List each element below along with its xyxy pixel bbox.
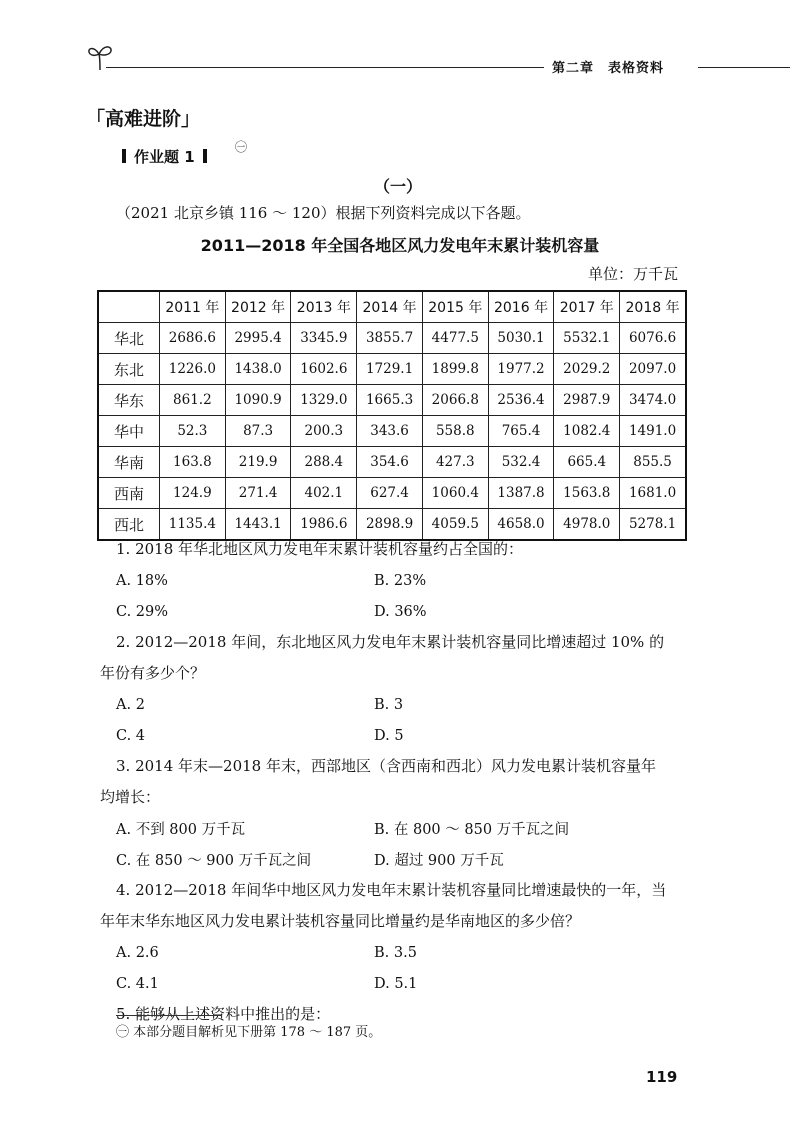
value-cell: 861.2 bbox=[160, 385, 226, 416]
value-cell: 2898.9 bbox=[357, 509, 423, 541]
answer-option[interactable]: B. 3 bbox=[374, 696, 404, 713]
value-cell: 1438.0 bbox=[225, 354, 291, 385]
value-cell: 4477.5 bbox=[422, 323, 488, 354]
value-cell: 1665.3 bbox=[357, 385, 423, 416]
question-text: 1. 2018 年华北地区风力发电年末累计装机容量约占全国的： bbox=[116, 540, 524, 558]
value-cell: 288.4 bbox=[291, 447, 357, 478]
region-cell: 西北 bbox=[98, 509, 160, 541]
column-header: 2018 年 bbox=[620, 291, 686, 323]
answer-option[interactable]: D. 36% bbox=[374, 603, 427, 620]
value-cell: 665.4 bbox=[554, 447, 620, 478]
table-row bbox=[98, 354, 686, 385]
question bbox=[100, 627, 696, 751]
value-cell: 1602.6 bbox=[291, 354, 357, 385]
region-cell: 华中 bbox=[98, 416, 160, 447]
value-cell: 1060.4 bbox=[422, 478, 488, 509]
value-cell: 200.3 bbox=[291, 416, 357, 447]
answer-option[interactable]: A. 18% bbox=[116, 572, 168, 589]
value-cell: 5532.1 bbox=[554, 323, 620, 354]
value-cell: 3855.7 bbox=[357, 323, 423, 354]
answer-option[interactable]: B. 23% bbox=[374, 572, 427, 589]
value-cell: 6076.6 bbox=[620, 323, 686, 354]
region-cell: 西南 bbox=[98, 478, 160, 509]
footnote-divider bbox=[116, 1015, 222, 1016]
value-cell: 2029.2 bbox=[554, 354, 620, 385]
value-cell: 1681.0 bbox=[620, 478, 686, 509]
table-row bbox=[98, 447, 686, 478]
value-cell: 87.3 bbox=[225, 416, 291, 447]
value-cell: 1977.2 bbox=[488, 354, 554, 385]
bar-mark-icon bbox=[122, 149, 126, 163]
answer-option[interactable]: C. 4 bbox=[116, 727, 146, 744]
region-cell: 东北 bbox=[98, 354, 160, 385]
value-cell: 343.6 bbox=[357, 416, 423, 447]
question-text-cont: 均增长： bbox=[100, 788, 161, 806]
value-cell: 354.6 bbox=[357, 447, 423, 478]
chapter-title: 第二章 表格资料 bbox=[552, 61, 665, 76]
value-cell: 2066.8 bbox=[422, 385, 488, 416]
answer-option[interactable]: A. 2.6 bbox=[116, 944, 159, 961]
option-row bbox=[116, 720, 696, 751]
table-row bbox=[98, 478, 686, 509]
option-row bbox=[116, 689, 696, 720]
value-cell: 4658.0 bbox=[488, 509, 554, 541]
value-cell: 4059.5 bbox=[422, 509, 488, 541]
answer-option[interactable]: D. 超过 900 万千瓦 bbox=[374, 853, 504, 869]
answer-option[interactable]: C. 在 850 ～ 900 万千瓦之间 bbox=[116, 853, 312, 869]
value-cell: 1491.0 bbox=[620, 416, 686, 447]
value-cell: 1329.0 bbox=[291, 385, 357, 416]
column-header: 2015 年 bbox=[422, 291, 488, 323]
column-header: 2017 年 bbox=[554, 291, 620, 323]
value-cell: 2097.0 bbox=[620, 354, 686, 385]
region-cell: 华东 bbox=[98, 385, 160, 416]
page-number: 119 bbox=[646, 1068, 678, 1086]
value-cell: 532.4 bbox=[488, 447, 554, 478]
value-cell: 4978.0 bbox=[554, 509, 620, 541]
option-row bbox=[116, 565, 696, 596]
value-cell: 2995.4 bbox=[225, 323, 291, 354]
table-row bbox=[98, 416, 686, 447]
table-row bbox=[98, 385, 686, 416]
option-row bbox=[116, 968, 696, 999]
value-cell: 1986.6 bbox=[291, 509, 357, 541]
value-cell: 1729.1 bbox=[357, 354, 423, 385]
value-cell: 2686.6 bbox=[160, 323, 226, 354]
column-header: 2014 年 bbox=[357, 291, 423, 323]
value-cell: 1387.8 bbox=[488, 478, 554, 509]
value-cell: 402.1 bbox=[291, 478, 357, 509]
option-row bbox=[116, 813, 696, 844]
region-cell: 华南 bbox=[98, 447, 160, 478]
answer-option[interactable]: C. 4.1 bbox=[116, 975, 159, 992]
value-cell: 855.5 bbox=[620, 447, 686, 478]
value-cell: 2987.9 bbox=[554, 385, 620, 416]
bar-mark-icon bbox=[203, 149, 207, 163]
value-cell: 2536.4 bbox=[488, 385, 554, 416]
table-unit: 单位：万千瓦 bbox=[588, 265, 679, 283]
table-title: 2011—2018 年全国各地区风力发电年末累计装机容量 bbox=[200, 236, 600, 255]
answer-option[interactable]: A. 不到 800 万千瓦 bbox=[116, 822, 246, 838]
part-number: （一） bbox=[374, 177, 423, 196]
question-list bbox=[100, 534, 696, 1030]
value-cell: 3474.0 bbox=[620, 385, 686, 416]
value-cell: 271.4 bbox=[225, 478, 291, 509]
question-text: 5. 能够从上述资料中推出的是： bbox=[116, 1005, 331, 1023]
value-cell: 627.4 bbox=[357, 478, 423, 509]
table-row bbox=[98, 323, 686, 354]
value-cell: 558.8 bbox=[422, 416, 488, 447]
value-cell: 1082.4 bbox=[554, 416, 620, 447]
answer-option[interactable]: D. 5.1 bbox=[374, 975, 418, 992]
region-cell: 华北 bbox=[98, 323, 160, 354]
section-title: 「高难进阶」 bbox=[86, 108, 201, 130]
question-text-cont: 年份有多少个？ bbox=[100, 664, 206, 682]
value-cell: 163.8 bbox=[160, 447, 226, 478]
question-text: 4. 2012—2018 年间华中地区风力发电年末累计装机容量同比增速最快的一年，当 bbox=[116, 881, 667, 899]
question-text: 3. 2014 年末—2018 年末，西部地区（含西南和西北）风力发电累计装机容量年 bbox=[116, 757, 656, 775]
value-cell: 1899.8 bbox=[422, 354, 488, 385]
homework-label-text: 作业题 1 bbox=[134, 148, 195, 166]
value-cell: 1563.8 bbox=[554, 478, 620, 509]
answer-option[interactable]: A. 2 bbox=[116, 696, 145, 713]
option-row bbox=[116, 844, 696, 875]
question-text-cont: 年年末华东地区风力发电累计装机容量同比增量约是华南地区的多少倍？ bbox=[100, 912, 581, 930]
question bbox=[116, 534, 696, 627]
value-cell: 1226.0 bbox=[160, 354, 226, 385]
value-cell: 5030.1 bbox=[488, 323, 554, 354]
question-text: 2. 2012—2018 年间，东北地区风力发电年末累计装机容量同比增速超过 10% 的 bbox=[116, 633, 665, 651]
value-cell: 5278.1 bbox=[620, 509, 686, 541]
column-header: 2013 年 bbox=[291, 291, 357, 323]
column-header: 2012 年 bbox=[225, 291, 291, 323]
question bbox=[100, 875, 696, 999]
question bbox=[100, 751, 696, 875]
homework-label bbox=[114, 146, 215, 167]
column-header bbox=[98, 291, 160, 323]
footnote: ㊀ 本部分题目解析见下册第 178 ～ 187 页。 bbox=[116, 1025, 382, 1040]
answer-option[interactable]: C. 29% bbox=[116, 603, 169, 620]
value-cell: 1135.4 bbox=[160, 509, 226, 541]
column-header: 2016 年 bbox=[488, 291, 554, 323]
header-rule-left bbox=[106, 67, 544, 68]
answer-option[interactable]: D. 5 bbox=[374, 727, 404, 744]
column-header: 2011 年 bbox=[160, 291, 226, 323]
value-cell: 1090.9 bbox=[225, 385, 291, 416]
value-cell: 124.9 bbox=[160, 478, 226, 509]
answer-option[interactable]: B. 3.5 bbox=[374, 944, 417, 961]
answer-option[interactable]: B. 在 800 ～ 850 万千瓦之间 bbox=[374, 822, 570, 838]
intro-text: （2021 北京乡镇 116 ～ 120）根据下列资料完成以下各题。 bbox=[116, 204, 531, 222]
footnote-marker: ㊀ bbox=[235, 140, 248, 154]
wind-capacity-table bbox=[97, 290, 687, 541]
option-row bbox=[116, 937, 696, 968]
value-cell: 3345.9 bbox=[291, 323, 357, 354]
table-header-row bbox=[98, 291, 686, 323]
value-cell: 219.9 bbox=[225, 447, 291, 478]
value-cell: 765.4 bbox=[488, 416, 554, 447]
header-rule-right bbox=[698, 67, 790, 68]
value-cell: 1443.1 bbox=[225, 509, 291, 541]
option-row bbox=[116, 596, 696, 627]
value-cell: 427.3 bbox=[422, 447, 488, 478]
value-cell: 52.3 bbox=[160, 416, 226, 447]
